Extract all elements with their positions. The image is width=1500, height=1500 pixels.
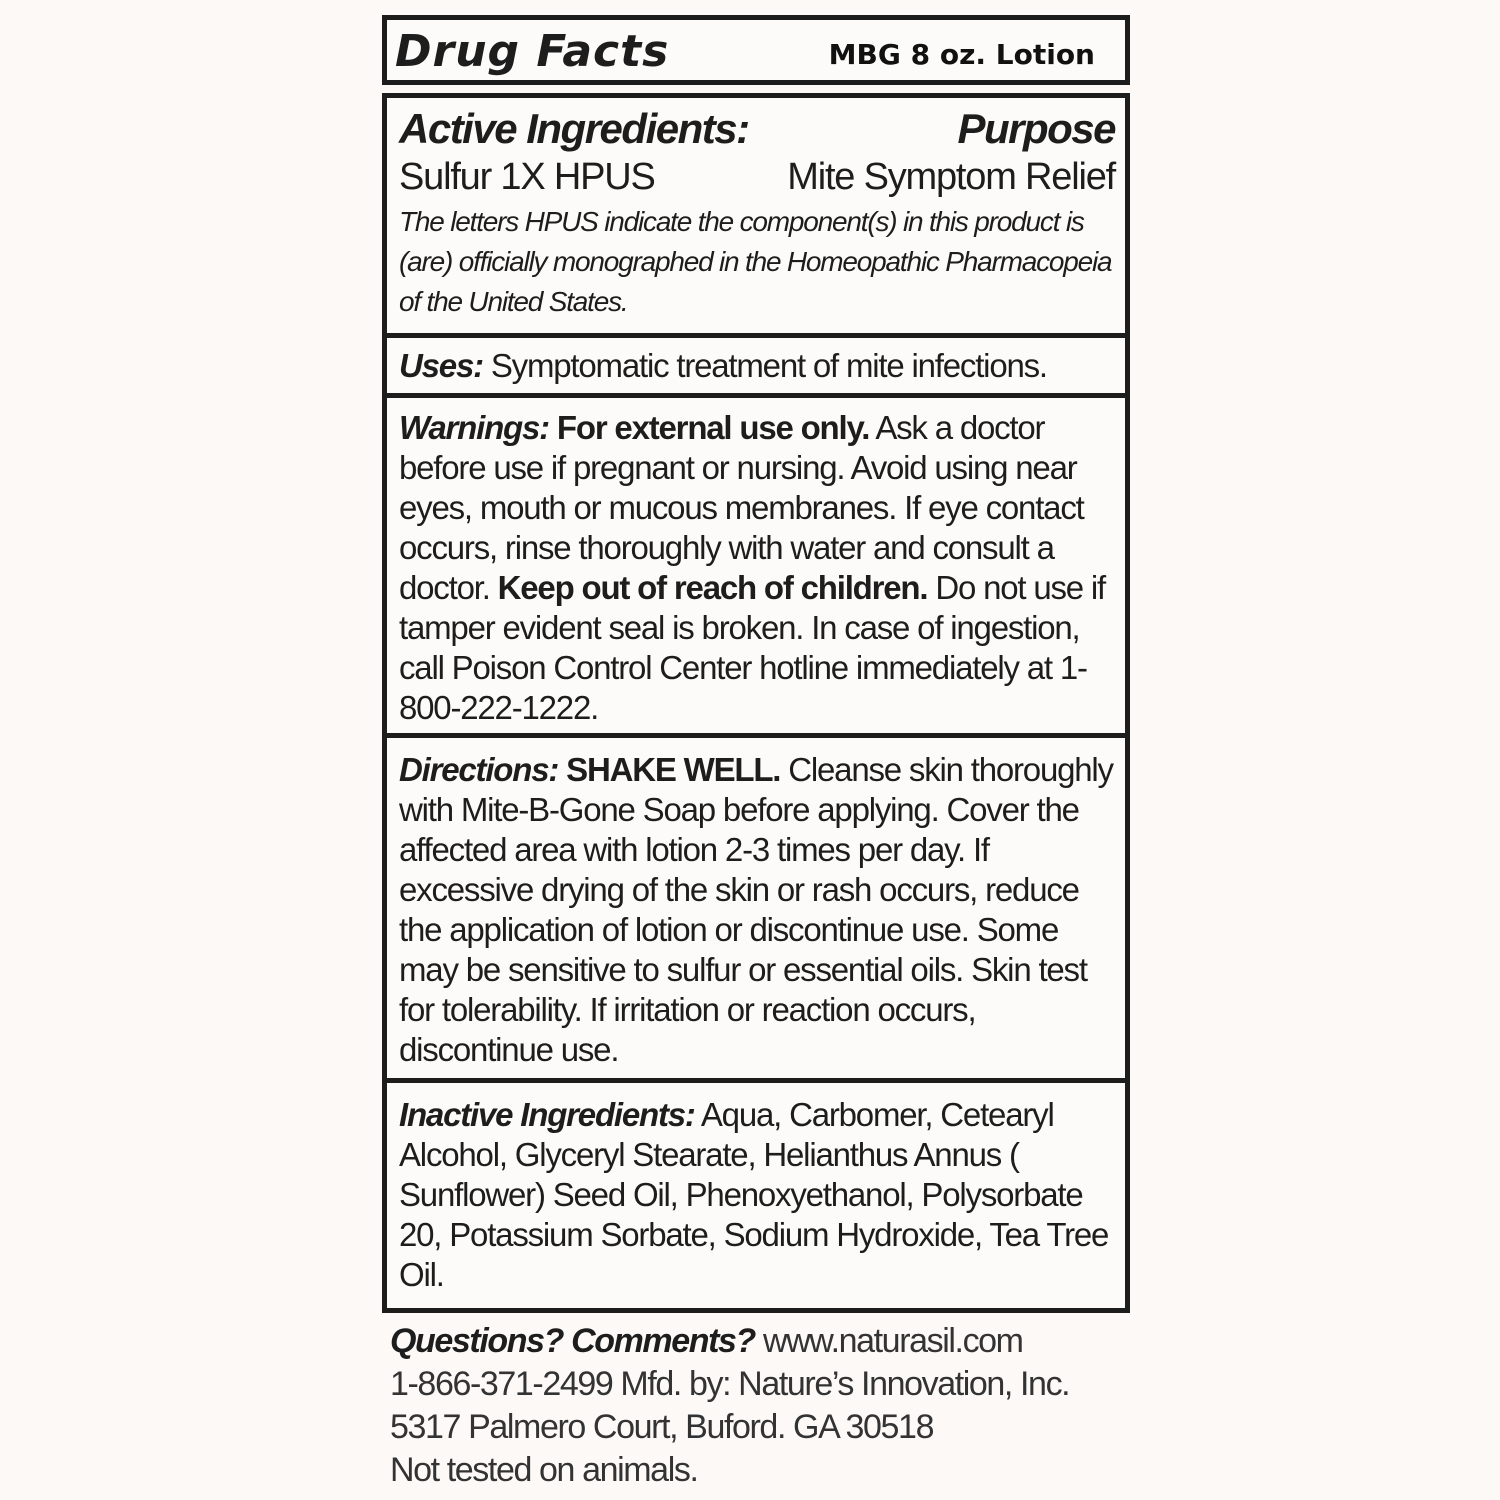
- warnings-label: Warnings:: [399, 409, 549, 446]
- directions-text: Cleanse skin thoroughly with Mite-B-Gone Soap before applying. Cover the affected area with lotion 2-3 times per day. If excessive drying of the skin or rash occurs, reduce the application of lotion or discontinue use. Some may be sensitive to sulfur or essential oils. Skin test for tolerability. If irritation or reaction occurs, discontinue use.: [399, 751, 1113, 1068]
- purpose-heading: Purpose: [957, 105, 1115, 152]
- warnings-external-use: For external use only.: [548, 409, 870, 446]
- active-ingredients-heading-row: [399, 104, 1115, 154]
- inactive-ingredients-label: Inactive Ingredients:: [399, 1096, 695, 1133]
- product-name: MBG 8 oz. Lotion: [828, 38, 1095, 71]
- footer-phone-manufacturer: 1-866-371-2499 Mfd. by: Nature’s Innovation, Inc.: [390, 1365, 1070, 1403]
- active-ingredient-purpose: Mite Symptom Relief: [787, 156, 1115, 198]
- footer-animal-testing: Not tested on animals.: [390, 1451, 698, 1489]
- drug-facts-title: Drug Facts: [395, 26, 670, 77]
- directions-label: Directions:: [399, 751, 559, 788]
- warnings-section: [382, 398, 1130, 738]
- directions-section: [382, 738, 1130, 1083]
- active-ingredient-name: Sulfur 1X HPUS: [399, 156, 655, 198]
- active-ingredient-row: [399, 154, 1115, 200]
- hpus-note: The letters HPUS indicate the component(s) in this product is (are) officially monographed in the Homeopathic Pharmacopeia of the United States.: [399, 206, 1112, 317]
- footer-address: 5317 Palmero Court, Buford. GA 30518: [390, 1408, 934, 1446]
- warnings-text-1: Ask a doctor before use if pregnant or nursing. Avoid using near eyes, mouth or mucous membranes. If eye contact occurs, rinse thoroughly with water and consult a doctor.: [399, 409, 1084, 606]
- warnings-text-2: Do not use if tamper evident seal is broken. In case of ingestion, call Poison Control Center hotline immediately at 1-800-222-1222.: [399, 569, 1106, 726]
- drug-facts-label: [382, 15, 1130, 1313]
- directions-shake-well: SHAKE WELL.: [558, 751, 781, 788]
- manufacturer-footer: [390, 1320, 1150, 1492]
- uses-text: Symptomatic treatment of mite infections.: [482, 347, 1047, 384]
- inactive-ingredients-text: Aqua, Carbomer, Cetearyl Alcohol, Glyceryl Stearate, Helianthus Annus ( Sunflower) Seed Oil, Phenoxyethanol, Polysorbate 20, Potassium Sorbate, Sodium Hydroxide, Tea Tree Oil.: [399, 1096, 1109, 1293]
- active-ingredients-section: [382, 93, 1130, 338]
- footer-contact-line: [390, 1320, 1150, 1363]
- uses-section: [382, 338, 1130, 398]
- website-link[interactable]: www.naturasil.com: [754, 1322, 1023, 1360]
- drug-facts-header: [382, 15, 1130, 85]
- warnings-keep-out-of-reach: Keep out of reach of children.: [497, 569, 928, 606]
- active-ingredients-heading: Active Ingredients:: [399, 105, 749, 152]
- inactive-ingredients-section: [382, 1083, 1130, 1313]
- uses-label: Uses:: [399, 347, 483, 384]
- questions-label: Questions? Comments?: [390, 1322, 755, 1360]
